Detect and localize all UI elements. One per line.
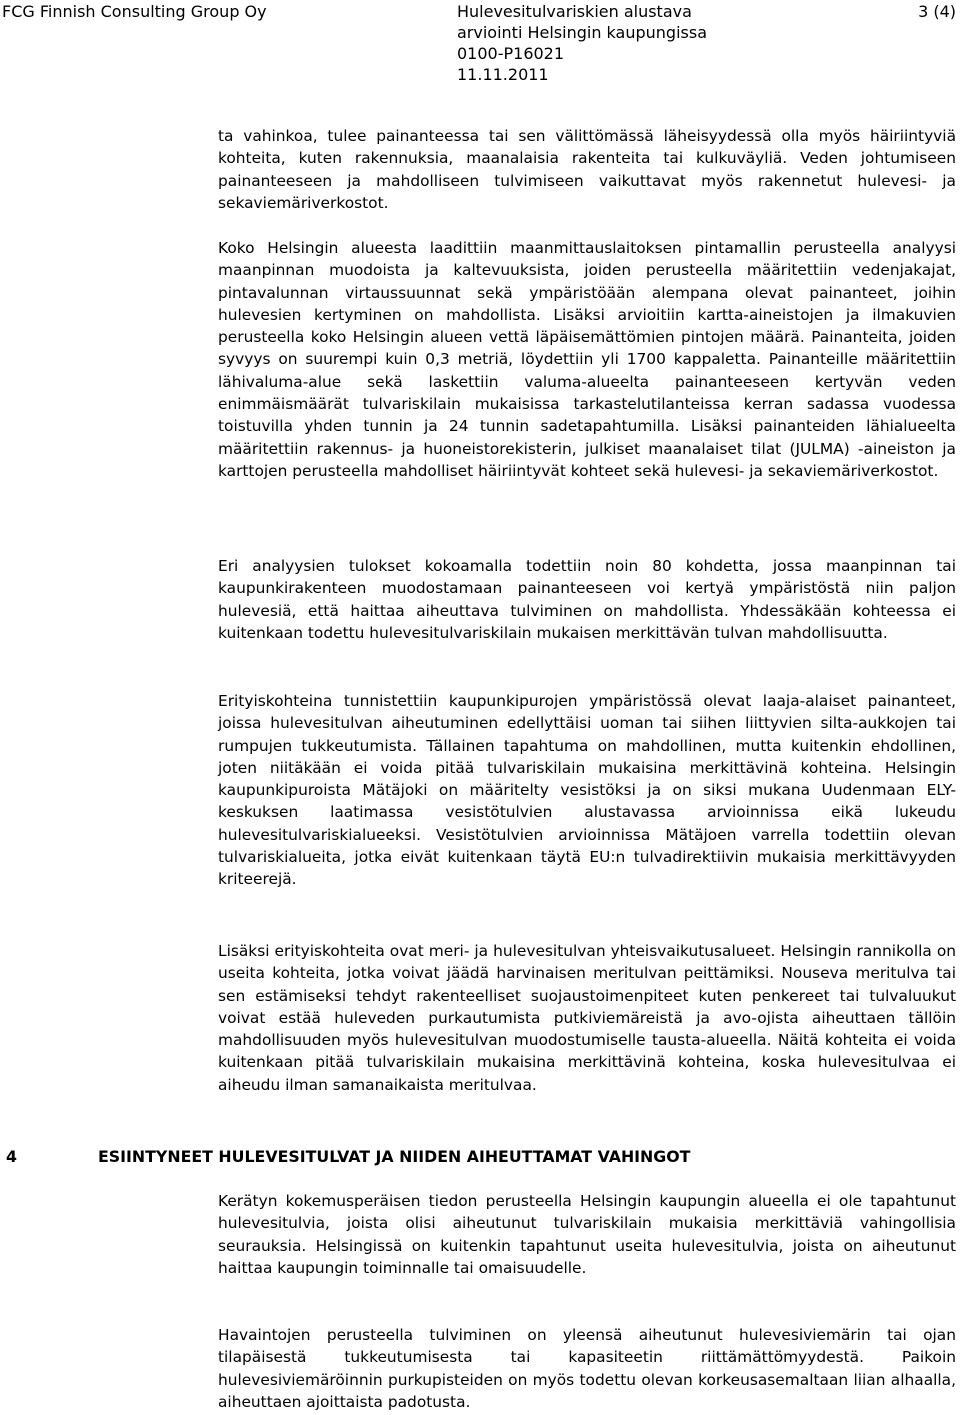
section-title: ESIINTYNEET HULEVESITULVAT JA NIIDEN AIHEUTTAMAT VAHINGOT <box>98 1147 691 1166</box>
paragraph <box>218 1190 956 1279</box>
paragraph <box>218 125 956 214</box>
paragraph-text: Kerätyn kokemusperäisen tiedon perusteella Helsingin kaupungin alueella ei ole tapahtunut hulevesitulvia, joista olisi aiheutunut tulvariskilain mukaisia merkittäviä vahingollisia seurauksia. Helsingissä on kuitenkin tapahtunut useita hulevesitulvia, joista on aiheutunut haittaa kaupungin toiminnalle tai omaisuudelle. <box>218 1192 956 1277</box>
paragraph-text: Eri analyysien tulokset kokoamalla todettiin noin 80 kohdetta, jossa maanpinnan tai kaupunkirakenteen muodostamaan painanteeseen voi kertyä ympäristöstä niin paljon hulevesiä, että haittaa aiheuttava tulviminen on mahdollista. Yhdessäkään kohteessa ei kuitenkaan todettu hulevesitulvariskilain mukaisen merkittävän tulvan mahdollisuutta. <box>218 557 956 642</box>
paragraph <box>218 1324 956 1413</box>
paragraph <box>218 237 956 482</box>
paragraph-text: Koko Helsingin alueesta laadittiin maanmittauslaitoksen pintamallin perusteella analyysi maanpinnan muodoista ja kaltevuuksista, joiden perusteella määritettiin vedenjakajat, pintavalunnan virtaussuunnat sekä ympäristöään alempana olevat painanteet, joihin hulevesien kertyminen on mahdollista. Lisäksi arvioitiin kartta-aineistojen ja ilmakuvien perusteella koko Helsingin alueen vettä läpäisemättömien pintojen määrä. Painanteita, joiden syvyys on suurempi kuin 0,3 metriä, löydettiin yli 1700 kappaletta. Painanteille määritettiin lähivaluma-alue sekä laskettiin valuma-alueelta painanteeseen kertyvän veden enimmäismäärät tulvariskilain mukaisissa tarkastelutilanteissa kerran sadassa vuodessa toistuvilla yhden tunnin ja 24 tunnin sadetapahtumilla. Lisäksi painanteiden lähialueelta määritettiin rakennus- ja huoneistorekisterin, julkiset maanalaiset tilat (JULMA) -aineiston ja karttojen perusteella mahdolliset häiriintyvät kohteet sekä hulevesi- ja sekaviemäriverkostot. <box>218 239 956 480</box>
document-header <box>457 1 707 85</box>
paragraph <box>218 940 956 1096</box>
page-number: 3 (4) <box>918 2 956 21</box>
paragraph-text: ta vahinkoa, tulee painanteessa tai sen välittömässä läheisyydessä olla myös häiriintyviä kohteita, kuten rakennuksia, maanalaisia rakenteita tai kulkuväyliä. Veden johtumiseen painanteeseen ja mahdolliseen tulvimiseen vaikuttavat myös rakennetut hulevesi- ja sekaviemäriverkostot. <box>218 127 956 212</box>
company-name: FCG Finnish Consulting Group Oy <box>2 2 267 21</box>
paragraph-text: Erityiskohteina tunnistettiin kaupunkipurojen ympäristössä olevat laaja-alaiset painanteet, joissa hulevesitulvan aiheutuminen edellyttäisi uoman tai siihen liittyvien silta-aukkojen tai rumpujen tukkeutumista. Tällainen tapahtuma on mahdollinen, mutta kuitenkin ehdollinen, joten niitäkään ei voida pitää tulvariskilain mukaisina merkittävinä kohteina. Helsingin kaupunkipuroista Mätäjoki on määritelty vesistöksi ja on siksi mukana Uudenmaan ELY-keskuksen laatimassa vesistötulvien alustavassa arvioinnissa eikä lukeudu hulevesitulvariskialueeksi. Vesistötulvien arvioinnissa Mätäjoen varrella todettiin olevan tulvariskialueita, jotka eivät kuitenkaan täytä EU:n tulvadirektiivin mukaisia merkittävyyden kriteerejä. <box>218 692 956 889</box>
document-title-line1: Hulevesitulvariskien alustava <box>457 2 692 21</box>
document-date: 11.11.2011 <box>457 65 549 84</box>
paragraph <box>218 690 956 891</box>
section-heading <box>6 1146 946 1168</box>
section-number: 4 <box>6 1147 17 1166</box>
paragraph-text: Havaintojen perusteella tulviminen on yleensä aiheutunut hulevesiviemärin tai ojan tilapäisestä tukkeutumisesta tai kapasiteetin riittämättömyydestä. Paikoin hulevesiviemäröinnin purkupisteiden on myös todettu olevan korkeusasemaltaan liian alhaalla, aiheuttaen ajoittaista padotusta. <box>218 1326 956 1411</box>
document-title-line2: arviointi Helsingin kaupungissa <box>457 23 707 42</box>
paragraph <box>218 555 956 644</box>
paragraph-text: Lisäksi erityiskohteita ovat meri- ja hulevesitulvan yhteisvaikutusalueet. Helsingin rannikolla on useita kohteita, jotka voivat jäädä harvinaisen meritulvan peittämiksi. Nouseva meritulva tai sen estämiseksi tehdyt rakenteelliset suojaustoimenpiteet kuten penkereet tai tulvaluukut voivat estää huleveden purkautumista putkiviemäreistä ja avo-ojista aiheuttaen tällöin mahdollisuuden myös hulevesitulvan muodostumiselle tausta-alueella. Näitä kohteita ei voida kuitenkaan pitää tulvariskilain mukaisina merkittävinä kohteina, koska hulevesitulvaa ei aiheudu ilman samanaikaista meritulvaa. <box>218 942 956 1094</box>
project-code: 0100-P16021 <box>457 44 565 63</box>
